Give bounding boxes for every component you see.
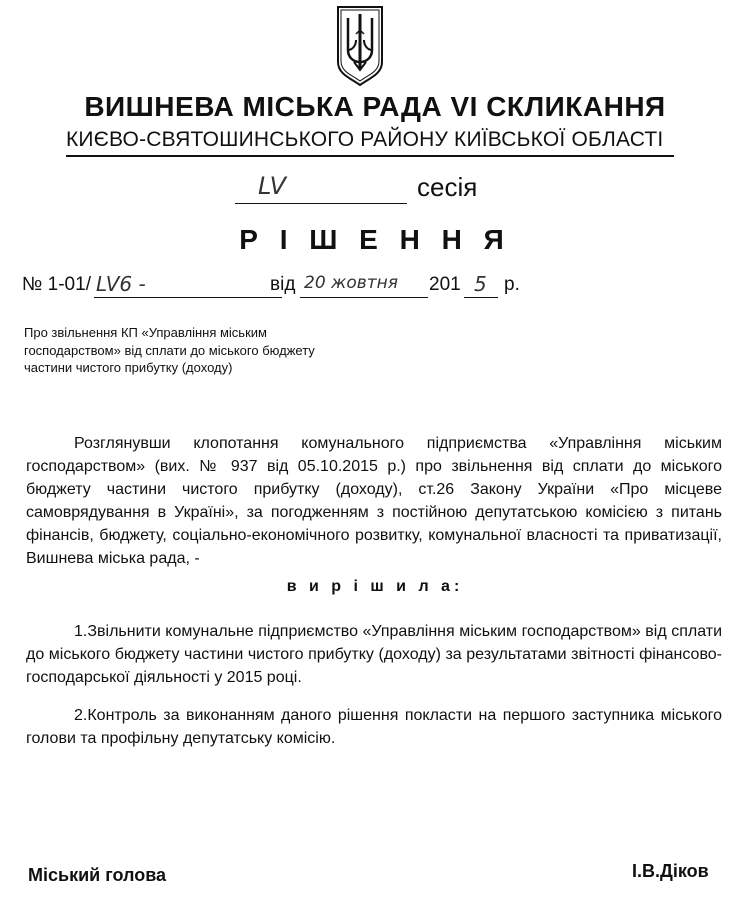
document-title: Р І Ш Е Н Н Я bbox=[239, 224, 511, 255]
date-prefix: від bbox=[270, 274, 296, 295]
session-label: сесія bbox=[417, 172, 478, 202]
decision-number-handwritten: LV6 - bbox=[96, 272, 146, 296]
decision-subject bbox=[24, 324, 384, 377]
signer-name: І.В.Діков bbox=[632, 861, 709, 881]
decision-number-line bbox=[22, 274, 582, 302]
subject-line: господарством» від сплати до міського бюджету bbox=[24, 342, 315, 358]
decision-number-underline bbox=[94, 297, 282, 298]
council-name-heading: ВИШНЕВА МІСЬКА РАДА VI СКЛИКАННЯ bbox=[84, 91, 666, 122]
preamble-paragraph: Розглянувши клопотання комунального підприємства «Управління міським господарством» (вих. № 937 від 05.10.2015 р.) про звільнення від сплати до міського бюджету частини чистого прибутку (доходу), ст.26 Закону України «Про місцеве самоврядування в Україні», за погодженням з постійною депутатською комісією з питань фінансів, бюджету, соціально-економічного розвитку, комунальної власності та приватизації, Вишнева міська рада, - bbox=[26, 435, 722, 567]
session-number-handwritten: LV bbox=[258, 172, 287, 200]
year-prefix: 201 bbox=[429, 274, 461, 295]
date-underline bbox=[300, 297, 428, 298]
signer-title: Міський голова bbox=[28, 865, 167, 885]
district-subheading: КИЄВО-СВЯТОШИНСЬКОГО РАЙОНУ КИЇВСЬКОЇ ОБЛАСТІ bbox=[66, 128, 664, 151]
decision-number-prefix: № 1-01/ bbox=[22, 274, 91, 295]
header-divider bbox=[66, 155, 674, 157]
resolution-item-2: 2.Контроль за виконанням даного рішення покласти на першого заступника міського голови та профільну депутатську комісію. bbox=[26, 707, 722, 747]
trident-emblem-icon bbox=[334, 4, 386, 88]
session-underline bbox=[235, 203, 407, 204]
subject-line: частини чистого прибутку (доходу) bbox=[24, 360, 233, 375]
year-handwritten: 5 bbox=[474, 272, 487, 296]
resolution-item-1: 1.Звільнити комунальне підприємство «Управління міським господарством» від сплати до міського бюджету частини чистого прибутку (доходу) за результатами звітності фінансово-господарської діяльності у 2015 році. bbox=[26, 623, 722, 686]
year-suffix: р. bbox=[504, 274, 520, 295]
resolved-heading: в и р і ш и л а: bbox=[286, 578, 464, 595]
year-underline bbox=[464, 297, 498, 298]
subject-line: Про звільнення КП «Управління міським bbox=[24, 325, 267, 340]
date-handwritten: 20 жовтня bbox=[304, 273, 399, 293]
